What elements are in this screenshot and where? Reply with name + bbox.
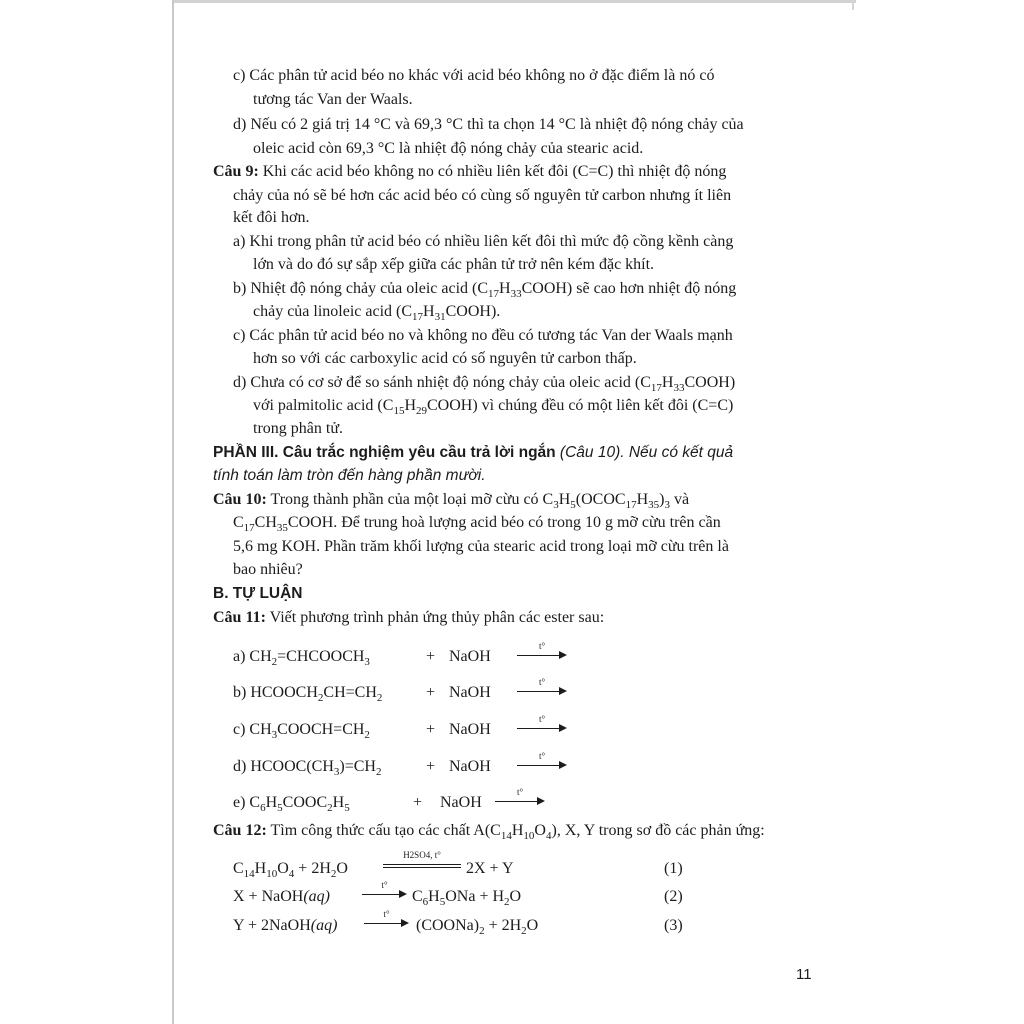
- c11-c-naoh: NaOH: [449, 721, 491, 738]
- c10-line2: $C_{17}CH_{35}COOH$. Để trung hoà lượng acid béo có trong 10 g mỡ cừu trên cần: [233, 514, 721, 535]
- c11-e-plus: +: [413, 794, 423, 811]
- c9-a-line2: lớn và do đó sự sắp xếp giữa các phân tử trở nên kém đặc khít.: [253, 256, 655, 273]
- part3-title: PHẦN III. Câu trắc nghiệm yêu cầu trả lời ngắn: [213, 444, 556, 461]
- c12-r2-left: X + NaOH(aq): [233, 888, 330, 905]
- c9-stem-line2: chảy của nó sẽ bé hơn các acid béo có cùng số nguyên tử carbon nhưng ít liên: [233, 187, 732, 204]
- c8-c-line2: tương tác Van der Waals.: [253, 91, 413, 108]
- c11-d-arrow: t°: [517, 751, 567, 773]
- c10-line4: bao nhiêu?: [233, 561, 303, 578]
- page-edge-left: [172, 0, 174, 1024]
- c9-c-line2: hơn so với các carboxylic acid có số nguyên tử carbon thấp.: [253, 350, 637, 367]
- c12-r1-right: 2X + Y: [466, 860, 514, 877]
- c10-line3: 5,6 mg KOH. Phần trăm khối lượng của stearic acid trong loại mỡ cừu trên là: [233, 538, 729, 555]
- c9-a-line1: a) Khi trong phân tử acid béo có nhiều liên kết đôi thì mức độ cồng kềnh càng: [233, 233, 734, 250]
- c11-a-plus: +: [426, 648, 436, 665]
- part3-heading-line2: tính toán làm tròn đến hàng phần mười.: [213, 467, 486, 484]
- c9-d-line1: d) Chưa có cơ sở để so sánh nhiệt độ nóng chảy của oleic acid $(C_{17}H_{33}COOH)$: [233, 374, 736, 395]
- c12-r3-arrow: t°: [364, 909, 409, 931]
- c9-c-line1: c) Các phân tử acid béo no và không no đều có tương tác Van der Waals mạnh: [233, 327, 733, 344]
- part3-heading-line1: PHẦN III. Câu trắc nghiệm yêu cầu trả lời ngắn (Câu 10). Nếu có kết quả: [213, 444, 734, 461]
- c9-b-line1: b) Nhiệt độ nóng chảy của oleic acid $(C_{17}H_{33}COOH)$ sẽ cao hơn nhiệt độ nóng: [233, 280, 737, 301]
- c9-stem-line3: kết đôi hơn.: [233, 209, 310, 226]
- c11-b-arrow: t°: [517, 677, 567, 699]
- c11-a-arrow: t°: [517, 641, 567, 663]
- c12-r1-arrow: H2SO4, t°: [383, 850, 461, 872]
- c12-r3-right: $(COONa)_2 + 2H_2O$: [416, 917, 539, 938]
- c11-d-naoh: NaOH: [449, 758, 491, 775]
- c11-b-naoh: NaOH: [449, 684, 491, 701]
- c12-stem: Câu 12: Tìm công thức cấu tạo các chất $A(C_{14}H_{10}O_4)$, X, Y trong sơ đồ các phản ứng:: [213, 822, 765, 843]
- c11-c-formula: c) $CH_3COOCH=CH_2$: [233, 721, 370, 742]
- c12-r1-number: (1): [664, 860, 683, 877]
- page-edge-right: [852, 0, 854, 10]
- essay-heading: B. TỰ LUẬN: [213, 585, 303, 602]
- c8-c-line1: c) Các phân tử acid béo no khác với acid béo không no ở đặc điểm là nó có: [233, 67, 715, 84]
- c11-a-naoh: NaOH: [449, 648, 491, 665]
- c8-d-line1: d) Nếu có 2 giá trị 14 °C và 69,3 °C thì ta chọn 14 °C là nhiệt độ nóng chảy của: [233, 116, 744, 133]
- c10-label: Câu 10:: [213, 491, 267, 508]
- c11-label: Câu 11:: [213, 609, 266, 626]
- c11-b-plus: +: [426, 684, 436, 701]
- c12-r2-arrow: t°: [362, 880, 407, 902]
- c11-d-formula: d) $HCOOC(CH_3)=CH_2$: [233, 758, 382, 779]
- c12-r3-left: Y + 2NaOH(aq): [233, 917, 338, 934]
- c11-e-arrow: t°: [495, 787, 545, 809]
- c9-d-line3: trong phân tử.: [253, 420, 343, 437]
- c12-r2-right: $C_6H_5ONa + H_2O$: [412, 888, 522, 909]
- c9-label: Câu 9:: [213, 163, 259, 180]
- c11-e-naoh: NaOH: [440, 794, 482, 811]
- c11-a-formula: a) $CH_2=CHCOOCH_3$: [233, 648, 370, 669]
- c10-line1: Câu 10: Trong thành phần của một loại mỡ cừu có $C_3H_5(OCOC_{17}H_{35})_3$ và: [213, 491, 690, 512]
- c11-e-formula: e) $C_6H_5COOC_2H_5$: [233, 794, 350, 815]
- page-number: 11: [796, 966, 812, 983]
- c11-c-plus: +: [426, 721, 436, 738]
- c12-r3-number: (3): [664, 917, 683, 934]
- c9-stem-line1: Câu 9: Khi các acid béo không no có nhiều liên kết đôi (C=C) thì nhiệt độ nóng: [213, 163, 727, 180]
- c9-d-line2: với palmitolic acid $(C_{15}H_{29}COOH)$ vì chúng đều có một liên kết đôi (C=C): [253, 397, 734, 418]
- c11-b-formula: b) $HCOOCH_2CH=CH_2$: [233, 684, 383, 705]
- c12-r2-number: (2): [664, 888, 683, 905]
- page-edge-top: [172, 0, 856, 3]
- c11-stem: Câu 11: Viết phương trình phản ứng thủy phân các ester sau:: [213, 609, 605, 626]
- c11-c-arrow: t°: [517, 714, 567, 736]
- c9-b-line2: chảy của linoleic acid $(C_{17}H_{31}COOH)$.: [253, 303, 501, 324]
- c11-d-plus: +: [426, 758, 436, 775]
- c8-d-line2: oleic acid còn 69,3 °C là nhiệt độ nóng chảy của stearic acid.: [253, 140, 644, 157]
- c12-r1-left: $C_{14}H_{10}O_4 + 2H_2O$: [233, 860, 348, 881]
- c12-label: Câu 12:: [213, 822, 267, 839]
